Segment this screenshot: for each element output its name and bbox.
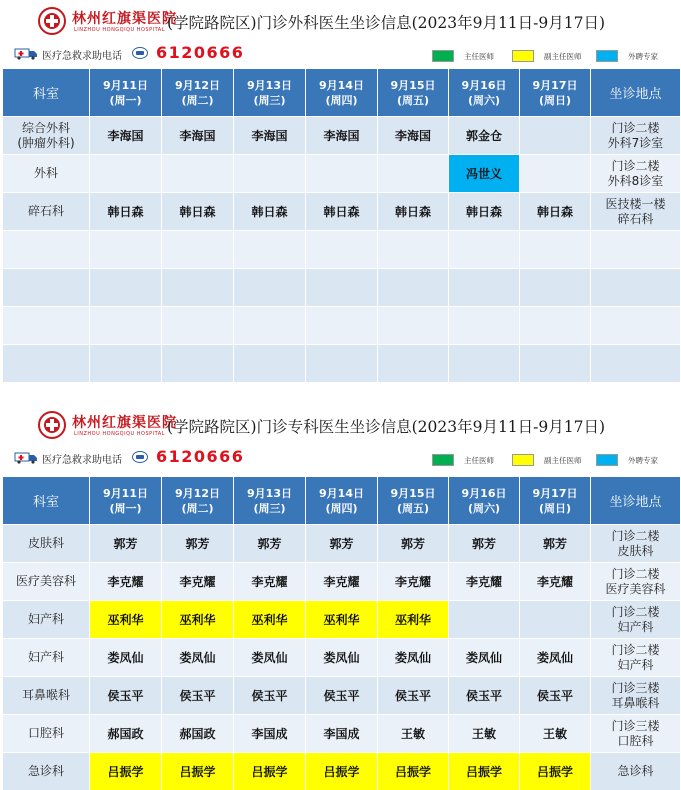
hotline-bar [0,40,681,68]
location-cell: 门诊二楼 医疗美容科 [591,563,681,601]
legend-swatch-blue [596,50,618,62]
doctor-cell [449,601,520,639]
table-row [3,525,681,563]
doctor-cell: 冯世义 [449,155,520,193]
column-header-day: 9月12日 (周二) [162,69,234,117]
doctor-cell: 娄凤仙 [378,639,449,677]
legend-label: 主任医师 [464,455,494,465]
doctor-cell: 巫利华 [162,601,234,639]
doctor-cell: 吕振学 [162,753,234,790]
doctor-cell: 娄凤仙 [520,639,591,677]
doctor-cell: 巫利华 [306,601,378,639]
specialty-schedule-section [0,404,681,472]
doctor-cell: 李克耀 [90,563,162,601]
table-row [3,563,681,601]
doctor-cell: 李海国 [378,117,449,155]
column-header-day: 9月11日 (周一) [90,477,162,525]
legend-external [596,50,658,62]
column-header-dept: 科室 [3,69,90,117]
hotline-bar [0,444,681,472]
column-header-day: 9月13日 (周三) [234,69,306,117]
legend-external [596,454,658,466]
table-row [3,753,681,790]
doctor-cell: 李克耀 [306,563,378,601]
doctor-cell: 娄凤仙 [234,639,306,677]
location-cell: 门诊二楼 外科7诊室 [591,117,681,155]
table-row [3,639,681,677]
doctor-cell: 李克耀 [449,563,520,601]
location-cell: 门诊三楼 口腔科 [591,715,681,753]
doctor-cell: 韩日森 [90,193,162,231]
legend-label: 外聘专家 [628,51,658,61]
legend-swatch-green [432,50,454,62]
legend-chief [432,454,494,466]
doctor-cell: 李国成 [234,715,306,753]
legend-label: 副主任医师 [544,455,582,465]
column-header-day: 9月12日 (周二) [162,477,234,525]
doctor-cell: 李克耀 [378,563,449,601]
legend-swatch-green [432,454,454,466]
doctor-cell: 李克耀 [234,563,306,601]
dept-cell: 碎石科 [3,193,90,231]
doctor-cell: 巫利华 [234,601,306,639]
doctor-cell: 郭芳 [162,525,234,563]
doctor-cell: 郝国政 [90,715,162,753]
legend-chief [432,50,494,62]
hospital-name-en: LINZHOU HONGQIQU HOSPITAL [74,431,166,437]
dept-cell: 口腔科 [3,715,90,753]
doctor-cell: 李海国 [162,117,234,155]
doctor-cell: 韩日森 [234,193,306,231]
doctor-cell: 李克耀 [520,563,591,601]
doctor-cell: 郭芳 [449,525,520,563]
doctor-cell: 侯玉平 [378,677,449,715]
column-header-day: 9月16日 (周六) [449,69,520,117]
legend-associate [512,454,582,466]
column-header-location: 坐诊地点 [591,69,681,117]
empty-row [3,231,681,269]
legend-label: 主任医师 [464,51,494,61]
doctor-cell: 吕振学 [90,753,162,790]
legend-label: 外聘专家 [628,455,658,465]
specialty-schedule-table [2,476,681,790]
doctor-cell: 韩日森 [449,193,520,231]
dept-cell: 妇产科 [3,639,90,677]
doctor-cell: 娄凤仙 [306,639,378,677]
legend-associate [512,50,582,62]
doctor-cell: 韩日森 [162,193,234,231]
table-row [3,677,681,715]
doctor-cell: 吕振学 [449,753,520,790]
location-cell: 门诊三楼 耳鼻喉科 [591,677,681,715]
hospital-logo-icon [38,7,66,35]
doctor-cell: 娄凤仙 [449,639,520,677]
column-header-dept: 科室 [3,477,90,525]
doctor-cell: 李海国 [234,117,306,155]
legend-swatch-blue [596,454,618,466]
doctor-cell: 侯玉平 [520,677,591,715]
table-row [3,601,681,639]
page-title: (学院路院区)门诊外科医生坐诊信息(2023年9月11日-9月17日) [167,14,606,32]
doctor-cell: 王敏 [520,715,591,753]
ambulance-icon [14,450,38,464]
doctor-cell: 吕振学 [378,753,449,790]
doctor-cell [520,601,591,639]
dept-cell: 综合外科 (肿瘤外科) [3,117,90,155]
doctor-cell: 李海国 [90,117,162,155]
doctor-cell: 韩日森 [306,193,378,231]
hotline-label: 医疗急救求助电话 [42,51,122,62]
doctor-cell: 李克耀 [162,563,234,601]
doctor-cell: 王敏 [378,715,449,753]
doctor-cell: 巫利华 [378,601,449,639]
hotline-label: 医疗急救求助电话 [42,455,122,466]
column-header-day: 9月13日 (周三) [234,477,306,525]
ambulance-icon [14,46,38,60]
table-row [3,193,681,231]
table-row [3,155,681,193]
dept-cell: 耳鼻喉科 [3,677,90,715]
hotline-number: 6120666 [156,447,245,466]
doctor-cell: 吕振学 [306,753,378,790]
column-header-day: 9月16日 (周六) [449,477,520,525]
doctor-cell: 娄凤仙 [90,639,162,677]
column-header-day: 9月14日 (周四) [306,477,378,525]
column-header-day: 9月14日 (周四) [306,69,378,117]
legend-swatch-yellow [512,50,534,62]
legend-swatch-yellow [512,454,534,466]
doctor-cell: 韩日森 [378,193,449,231]
location-cell: 门诊二楼 妇产科 [591,601,681,639]
doctor-cell: 韩日森 [520,193,591,231]
doctor-cell: 郭金仓 [449,117,520,155]
hospital-logo-icon [38,411,66,439]
title-bar [0,0,681,40]
doctor-cell: 郭芳 [378,525,449,563]
doctor-cell [520,155,591,193]
table-header-row [3,69,681,117]
column-header-day: 9月11日 (周一) [90,69,162,117]
hotline-number: 6120666 [156,43,245,62]
hospital-name-en: LINZHOU HONGQIQU HOSPITAL [74,27,166,33]
table-row [3,715,681,753]
doctor-cell: 侯玉平 [449,677,520,715]
location-cell: 门诊二楼 皮肤科 [591,525,681,563]
location-cell: 急诊科 [591,753,681,790]
column-header-day: 9月17日 (周日) [520,69,591,117]
location-cell: 医技楼一楼 碎石科 [591,193,681,231]
phone-icon [132,451,148,463]
doctor-cell: 侯玉平 [90,677,162,715]
legend-label: 副主任医师 [544,51,582,61]
empty-row [3,345,681,383]
doctor-cell: 巫利华 [90,601,162,639]
doctor-cell: 李国成 [306,715,378,753]
doctor-cell: 李海国 [306,117,378,155]
column-header-day: 9月17日 (周日) [520,477,591,525]
hospital-name: 林州红旗渠医院 [72,11,177,27]
doctor-cell: 吕振学 [234,753,306,790]
doctor-cell [306,155,378,193]
surgery-schedule-table [2,68,681,383]
doctor-cell: 郭芳 [234,525,306,563]
doctor-cell: 王敏 [449,715,520,753]
doctor-cell: 郭芳 [520,525,591,563]
doctor-cell: 郝国政 [162,715,234,753]
doctor-cell: 郭芳 [90,525,162,563]
column-header-location: 坐诊地点 [591,477,681,525]
column-header-day: 9月15日 (周五) [378,69,449,117]
doctor-cell [90,155,162,193]
phone-icon [132,47,148,59]
doctor-cell: 郭芳 [306,525,378,563]
doctor-cell: 侯玉平 [234,677,306,715]
dept-cell: 医疗美容科 [3,563,90,601]
dept-cell: 妇产科 [3,601,90,639]
dept-cell: 外科 [3,155,90,193]
doctor-cell: 吕振学 [520,753,591,790]
doctor-cell [234,155,306,193]
table-header-row [3,477,681,525]
doctor-cell [520,117,591,155]
table-row [3,117,681,155]
title-bar [0,404,681,444]
doctor-cell: 侯玉平 [306,677,378,715]
doctor-cell [378,155,449,193]
column-header-day: 9月15日 (周五) [378,477,449,525]
location-cell: 门诊二楼 外科8诊室 [591,155,681,193]
empty-row [3,307,681,345]
doctor-cell: 侯玉平 [162,677,234,715]
location-cell: 门诊二楼 妇产科 [591,639,681,677]
doctor-cell: 娄凤仙 [162,639,234,677]
dept-cell: 皮肤科 [3,525,90,563]
dept-cell: 急诊科 [3,753,90,790]
surgery-schedule-section [0,0,681,226]
hospital-name: 林州红旗渠医院 [72,415,177,431]
empty-row [3,269,681,307]
page-title: (学院路院区)门诊专科医生坐诊信息(2023年9月11日-9月17日) [167,418,606,436]
doctor-cell [162,155,234,193]
